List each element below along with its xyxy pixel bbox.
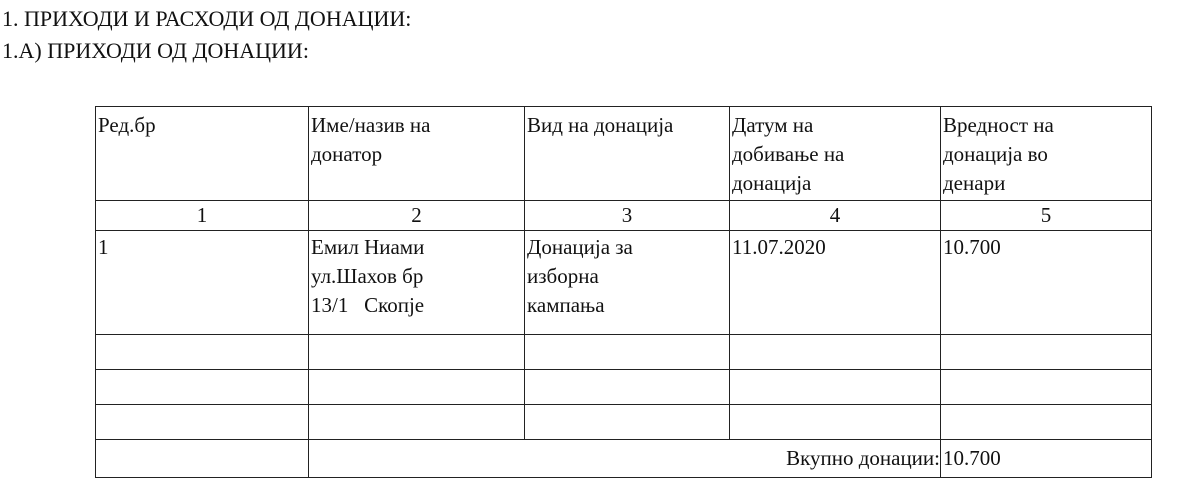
- empty-cell: [96, 335, 309, 370]
- empty-cell: [96, 370, 309, 405]
- header-text: добивање на: [732, 142, 845, 166]
- empty-cell: [96, 405, 309, 440]
- header-cell-donation-value: [941, 107, 1152, 201]
- empty-cell: [309, 405, 525, 440]
- donation-type-text: Донација за: [527, 235, 633, 259]
- column-number-cell: 1: [96, 201, 309, 231]
- empty-table-row: [96, 370, 1152, 405]
- empty-cell: [525, 335, 730, 370]
- donor-cell: [309, 231, 525, 335]
- table-header-row: [96, 107, 1152, 201]
- section-heading: 1. ПРИХОДИ И РАСХОДИ ОД ДОНАЦИИ:: [2, 6, 412, 31]
- donor-name: Емил Ниами: [311, 235, 425, 259]
- empty-cell: [525, 405, 730, 440]
- column-number-cell: 5: [941, 201, 1152, 231]
- donor-address: 13/1 Скопје: [311, 293, 425, 317]
- empty-cell: [941, 405, 1152, 440]
- column-number-cell: 2: [309, 201, 525, 231]
- donation-type-text: изборна: [527, 264, 599, 288]
- subsection-heading: 1.А) ПРИХОДИ ОД ДОНАЦИИ:: [2, 38, 309, 63]
- column-number-cell: 4: [730, 201, 941, 231]
- header-cell-donor-name: [309, 107, 525, 201]
- empty-cell: [730, 335, 941, 370]
- donations-income-table: [95, 106, 1152, 478]
- empty-table-row: [96, 335, 1152, 370]
- empty-cell: [941, 370, 1152, 405]
- total-label: Вкупно донации:: [309, 440, 941, 478]
- column-number-row: [96, 201, 1152, 231]
- empty-cell: [730, 405, 941, 440]
- header-text: донација: [732, 171, 812, 195]
- value-cell: 10.700: [941, 231, 1152, 335]
- empty-cell: [309, 335, 525, 370]
- empty-cell: [730, 370, 941, 405]
- header-text: Име/назив на: [311, 113, 431, 137]
- empty-table-row: [96, 405, 1152, 440]
- header-cell-row-number: [96, 107, 309, 201]
- header-text: Датум на: [732, 113, 814, 137]
- header-text: Ред.бр: [98, 113, 156, 137]
- empty-cell: [525, 370, 730, 405]
- header-cell-date-received: [730, 107, 941, 201]
- donation-type-text: кампања: [527, 293, 605, 317]
- empty-cell: [309, 370, 525, 405]
- date-cell: 11.07.2020: [730, 231, 941, 335]
- column-number-cell: 3: [525, 201, 730, 231]
- total-row: [96, 440, 1152, 478]
- header-text: Вид на донација: [527, 113, 674, 137]
- header-cell-donation-type: [525, 107, 730, 201]
- table-row: [96, 231, 1152, 335]
- header-text: денари: [943, 171, 1006, 195]
- donation-type-cell: [525, 231, 730, 335]
- header-text: донација во: [943, 142, 1048, 166]
- empty-cell: [96, 440, 309, 478]
- empty-cell: [941, 335, 1152, 370]
- row-number-cell: 1: [96, 231, 309, 335]
- total-value: 10.700: [941, 440, 1152, 478]
- donor-address: ул.Шахов бр: [311, 264, 424, 288]
- header-text: донатор: [311, 142, 383, 166]
- header-text: Вредност на: [943, 113, 1054, 137]
